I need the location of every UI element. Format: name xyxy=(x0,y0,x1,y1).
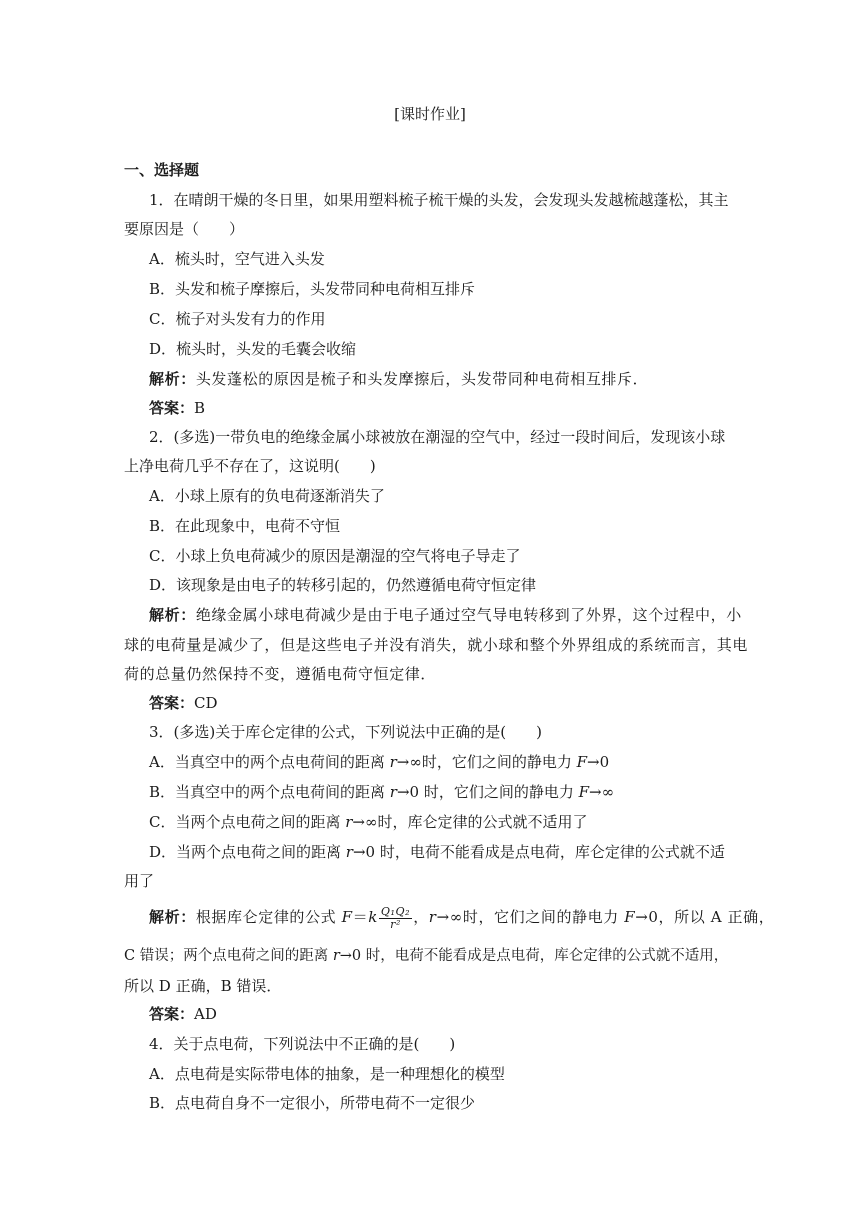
q3-option-d-line2: 用了 xyxy=(124,872,155,890)
var-r: r xyxy=(389,783,397,801)
q2-stem-line2: 上净电荷几乎不存在了，这说明( ) xyxy=(124,457,376,475)
q3-analysis-line1 xyxy=(149,903,774,931)
var-F: F xyxy=(624,908,636,926)
q3-analysis-text: 根据库仑定律的公式 xyxy=(195,908,342,926)
q3-option-c xyxy=(149,812,588,832)
q1-stem-line1: 1．在晴朗干燥的冬日里，如果用塑料梳子梳干燥的头发，会发现头发越梳越蓬松，其主 xyxy=(149,191,729,209)
answer-label: 答案： xyxy=(149,694,195,712)
q4-option-a: A．点电荷是实际带电体的抽象，是一种理想化的模型 xyxy=(149,1065,505,1083)
analysis-label: 解析： xyxy=(149,370,196,388)
var-F: F xyxy=(578,783,590,801)
var-F: F xyxy=(576,753,588,771)
q3-option-b xyxy=(149,782,614,802)
q3-option-d-line1 xyxy=(149,842,725,862)
q2-answer-value: CD xyxy=(194,694,218,712)
q3-option-a-text: →0 xyxy=(587,753,610,771)
q3-option-d-text: →0 时，电荷不能看成是点电荷，库仑定律的公式就不适 xyxy=(352,843,725,861)
q3-option-b-text: →0 时，它们之间的静电力 xyxy=(396,783,579,801)
q2-analysis-line2: 球的电荷量是减少了，但是这些电子并没有消失，就小球和整个外界组成的系统而言，其电 xyxy=(124,636,749,654)
q3-option-b-text: B．当真空中的两个点电荷间的距离 xyxy=(149,783,390,801)
q1-option-d: D．梳头时，头发的毛囊会收缩 xyxy=(149,340,357,358)
q3-option-c-text: →∞时，库仑定律的公式就不适用了 xyxy=(352,813,588,831)
fraction-numerator: Q₁Q₂ xyxy=(380,904,411,918)
analysis-label: 解析： xyxy=(149,908,196,926)
q3-option-a-text: →∞时，它们之间的静电力 xyxy=(396,753,577,771)
q4-option-b: B．点电荷自身不一定很小，所带电荷不一定很少 xyxy=(149,1094,476,1112)
q2-stem-line1: 2．(多选)一带负电的绝缘金属小球被放在潮湿的空气中，经过一段时间后，发现该小球 xyxy=(149,428,726,446)
q3-analysis-line2 xyxy=(124,946,728,966)
q1-option-a: A．梳头时，空气进入头发 xyxy=(149,250,325,268)
q1-option-b: B．头发和梳子摩擦后，头发带同种电荷相互排斥 xyxy=(149,280,476,298)
q1-option-c: C．梳子对头发有力的作用 xyxy=(149,310,326,328)
formula-k: k xyxy=(368,908,378,926)
coulomb-fraction xyxy=(379,906,412,931)
fraction-denominator: r² xyxy=(390,917,401,931)
var-r: r xyxy=(345,813,353,831)
q1-answer-value: B xyxy=(194,399,206,417)
q3-option-d-text: D．当两个点电荷之间的距离 xyxy=(149,843,346,861)
q3-analysis-text: ， xyxy=(413,908,429,926)
q3-option-a xyxy=(149,752,609,772)
q2-analysis-line3: 荷的总量仍然保持不变，遵循电荷守恒定律． xyxy=(124,665,437,683)
q3-analysis-line3: 所以 D 正确，B 错误． xyxy=(124,977,282,995)
q2-analysis-line1 xyxy=(149,605,742,625)
q3-analysis-text: →0 时，电荷不能看成是点电荷，库仑定律的公式就不适用， xyxy=(339,948,729,964)
page-title: [课时作业] xyxy=(394,105,466,123)
q2-option-a: A．小球上原有的负电荷逐渐消失了 xyxy=(149,487,385,505)
q3-option-a-text: A．当真空中的两个点电荷间的距离 xyxy=(149,753,390,771)
formula-F: F xyxy=(341,908,353,926)
q2-answer xyxy=(149,693,218,713)
q3-answer-value: AD xyxy=(194,1005,217,1023)
answer-label: 答案： xyxy=(149,399,195,417)
section-heading: 一、选择题 xyxy=(124,161,200,179)
q4-stem: 4．关于点电荷，下列说法中不正确的是( ) xyxy=(149,1035,456,1053)
q3-analysis-text: →0，所以 A 正确， xyxy=(635,908,775,926)
analysis-label: 解析： xyxy=(149,606,196,624)
q1-answer xyxy=(149,398,205,418)
q3-stem: 3．(多选)关于库仑定律的公式，下列说法中正确的是( ) xyxy=(149,723,542,741)
q1-analysis-text: 头发蓬松的原因是梳子和头发摩擦后，头发带同种电荷相互排斥． xyxy=(195,370,649,388)
var-r: r xyxy=(428,908,437,926)
q2-option-c: C．小球上负电荷减少的原因是潮湿的空气将电子导走了 xyxy=(149,547,521,565)
q3-option-c-text: C．当两个点电荷之间的距离 xyxy=(149,813,346,831)
q3-analysis-text: C 错误；两个点电荷之间的距离 xyxy=(124,948,333,964)
var-r: r xyxy=(332,948,340,964)
var-r: r xyxy=(345,843,353,861)
formula-equals: ＝ xyxy=(352,908,369,926)
q3-analysis-text: →∞时，它们之间的静电力 xyxy=(436,908,625,926)
q1-stem-line2: 要原因是（ ） xyxy=(124,220,245,238)
q2-option-d: D．该现象是由电子的转移引起的，仍然遵循电荷守恒定律 xyxy=(149,576,537,594)
q3-option-b-text: →∞ xyxy=(589,783,615,801)
q2-option-b: B．在此现象中，电荷不守恒 xyxy=(149,517,341,535)
q2-analysis-text: 绝缘金属小球电荷减少是由于电子通过空气导电转移到了外界，这个过程中，小 xyxy=(195,606,742,624)
q3-answer xyxy=(149,1004,217,1024)
answer-label: 答案： xyxy=(149,1005,195,1023)
var-r: r xyxy=(389,753,397,771)
q1-analysis xyxy=(149,369,648,389)
